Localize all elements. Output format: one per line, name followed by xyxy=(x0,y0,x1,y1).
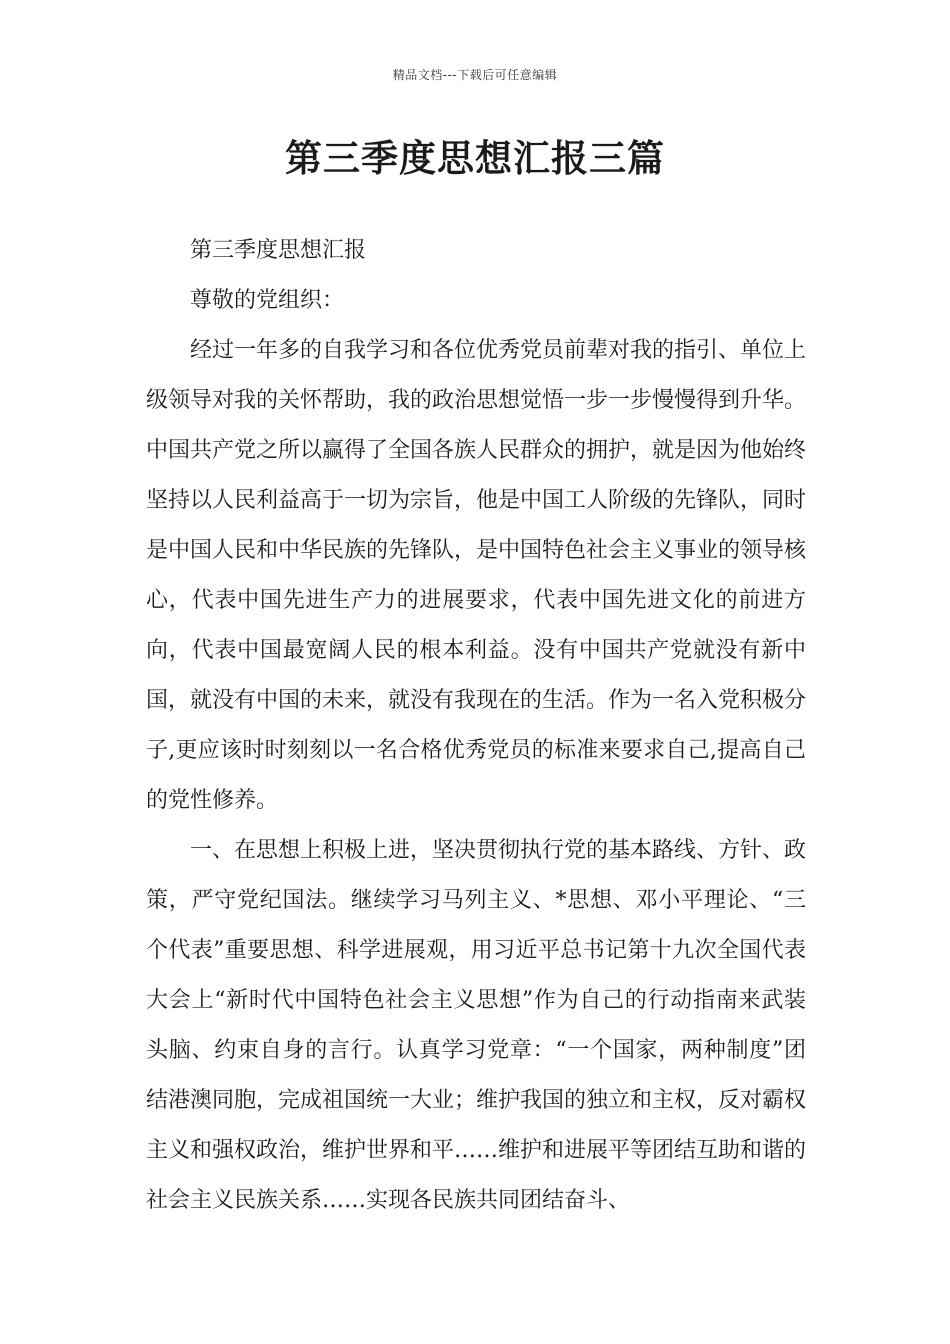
header-note: 精品文档---下载后可任意编辑 xyxy=(392,68,558,82)
body-paragraph: 经过一年多的自我学习和各位优秀党员前辈对我的指引、单位上级领导对我的关怀帮助，我的政治思想觉悟一步一步慢慢得到升华。中国共产党之所以赢得了全国各族人民群众的拥护，就是因为他始终坚持以人民利益高于一切为宗旨，他是中国工人阶级的先锋队，同时是中国人民和中华民族的先锋队，是中国特色社会主义事业的领导核心，代表中国先进生产力的进展要求，代表中国先进文化的前进方向，代表中国最宽阔人民的根本利益。没有中国共产党就没有新中国，就没有中国的未来，就没有我现在的生活。作为一名入党积极分子,更应该时时刻刻以一名合格优秀党员的标准来要求自己,提高自己的党性修养。 xyxy=(146,338,807,813)
document-title: 第三季度思想汇报三篇 xyxy=(285,137,665,180)
document-body xyxy=(146,226,806,1226)
body-paragraph: 一、在思想上积极上进，坚决贯彻执行党的基本路线、方针、政策，严守党纪国法。继续学习马列主义、*思想、邓小平理论、“三个代表”重要思想、科学进展观，用习近平总书记第十九次全国代表大会上“新时代中国特色社会主义思想”作为自己的行动指南来武装头脑、约束自身的言行。认真学习党章：“一个国家，两种制度”团结港澳同胞，完成祖国统一大业；维护我国的独立和主权，反对霸权主义和强权政治，维护世界和平……维护和进展平等团结互助和谐的社会主义民族关系……实现各民族共同团结奋斗、 xyxy=(146,838,807,1213)
section-heading: 第三季度思想汇报 xyxy=(190,238,367,263)
salutation: 尊敬的党组织： xyxy=(190,288,345,313)
